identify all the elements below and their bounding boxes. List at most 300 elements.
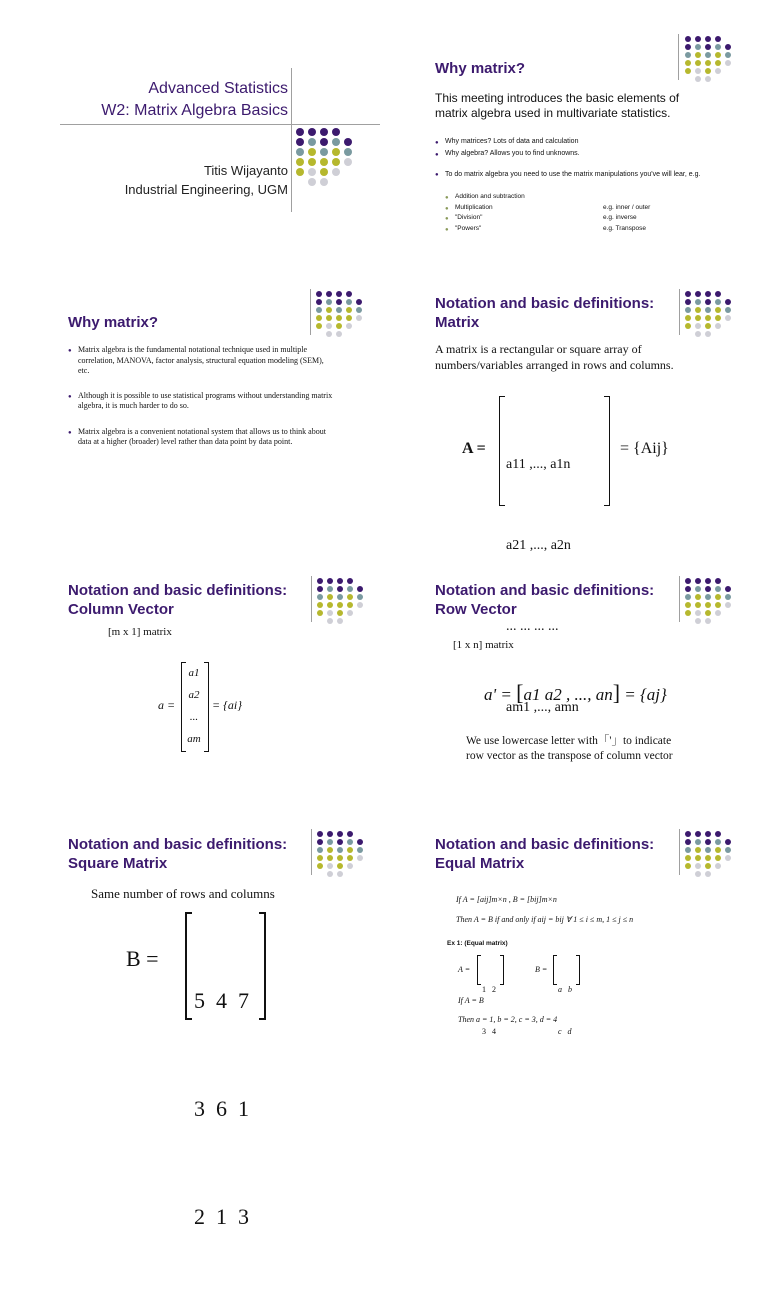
decorative-dot xyxy=(344,168,352,176)
decorative-dot xyxy=(317,578,323,584)
decorative-dot xyxy=(317,847,323,853)
decorative-dot xyxy=(725,52,731,58)
decorative-dot xyxy=(327,594,333,600)
decorative-dot xyxy=(347,618,353,624)
square-matrix-lhs: B = xyxy=(126,946,159,971)
decorative-dot xyxy=(357,847,363,853)
decorative-dot xyxy=(356,315,362,321)
slide-divider xyxy=(310,289,311,335)
decorative-dot xyxy=(715,610,721,616)
decorative-dot xyxy=(346,323,352,329)
decorative-dot xyxy=(336,291,342,297)
slide4-title xyxy=(435,294,654,332)
decorative-dot xyxy=(715,847,721,853)
decorative-dot xyxy=(685,602,691,608)
decorative-dot xyxy=(725,578,731,584)
decorative-dot xyxy=(344,138,352,146)
decorative-dot xyxy=(320,158,328,166)
decorative-dot xyxy=(336,331,342,337)
decorative-dot xyxy=(337,618,343,624)
decorative-dot xyxy=(327,847,333,853)
matrix-row: 2 1 3 xyxy=(194,1204,249,1229)
bullet: ● Matrix algebra is the fundamental notational technique used in multiple correlation, MANOVA, factor analysis, structural equation modeling (SEM), etc. xyxy=(68,345,336,377)
decorative-dot xyxy=(685,76,691,82)
decorative-dot xyxy=(327,871,333,877)
decorative-dot xyxy=(308,148,316,156)
op-name: Multiplication xyxy=(455,203,493,211)
matrix-row: a21 ,..., a2n xyxy=(506,538,571,553)
decorative-dot xyxy=(705,602,711,608)
matrix-rhs: = {Aij} xyxy=(620,440,669,457)
equal-def-line2: Then A = B if and only if aij = bij ∀ 1 ≤ i ≤ m, 1 ≤ j ≤ n xyxy=(456,915,634,924)
slide-why-matrix-2 xyxy=(30,275,390,515)
example-B-label: B = xyxy=(535,965,548,974)
vector-entries xyxy=(184,662,204,750)
decorative-dot xyxy=(326,323,332,329)
matrix-lhs: A = xyxy=(462,440,486,457)
decorative-dot xyxy=(695,307,701,313)
decorative-dot xyxy=(705,594,711,600)
slide5-desc: [m x 1] matrix xyxy=(108,626,172,638)
decorative-dot xyxy=(317,839,323,845)
decorative-dot xyxy=(725,855,731,861)
bullet: ● To do matrix algebra you need to use the matrix manipulations you've will lear, e.g. xyxy=(435,170,715,179)
decorative-dot xyxy=(327,586,333,592)
decorative-dot xyxy=(357,618,363,624)
decorative-dot xyxy=(316,307,322,313)
decorative-dot xyxy=(715,315,721,321)
decorative-dot xyxy=(357,855,363,861)
decorative-dot xyxy=(356,291,362,297)
decorative-dot xyxy=(705,586,711,592)
decorative-dot xyxy=(685,307,691,313)
slide1-title xyxy=(101,78,288,122)
decorative-dot xyxy=(327,839,333,845)
decorative-dot xyxy=(705,618,711,624)
decorative-dot xyxy=(705,855,711,861)
decorative-dot xyxy=(705,578,711,584)
decorative-dot xyxy=(715,831,721,837)
decorative-dot xyxy=(326,291,332,297)
decorative-dot xyxy=(317,618,323,624)
decorative-dot xyxy=(725,594,731,600)
decorative-dot xyxy=(317,831,323,837)
decorative-dot xyxy=(695,315,701,321)
op-item xyxy=(445,192,695,203)
square-matrix-rows xyxy=(194,911,249,1307)
decorative-dot xyxy=(347,863,353,869)
decorative-dot xyxy=(695,68,701,74)
decorative-dot xyxy=(695,76,701,82)
decorative-dot xyxy=(725,610,731,616)
title-divider-horizontal xyxy=(60,124,380,125)
decorative-dot xyxy=(317,586,323,592)
decorative-dot xyxy=(705,323,711,329)
decorative-dot xyxy=(357,586,363,592)
op-name: "Powers" xyxy=(455,224,482,232)
decorative-dot xyxy=(296,158,304,166)
decorative-dot xyxy=(725,871,731,877)
decorative-dot xyxy=(685,52,691,58)
decorative-dot xyxy=(695,323,701,329)
decorative-dot xyxy=(332,128,340,136)
decorative-dot xyxy=(320,178,328,186)
decorative-dot xyxy=(337,586,343,592)
decorative-dot xyxy=(317,871,323,877)
slide1-author-block xyxy=(125,161,288,199)
decorative-dot xyxy=(347,578,353,584)
decorative-dot xyxy=(327,610,333,616)
decorative-dot xyxy=(332,158,340,166)
decorative-dot xyxy=(344,178,352,186)
vector-entry: ... xyxy=(189,711,199,723)
decorative-dot xyxy=(725,315,731,321)
square-bracket-left xyxy=(185,912,192,1020)
decorative-dot xyxy=(357,871,363,877)
decorative-dot xyxy=(705,68,711,74)
slide2-title: Why matrix? xyxy=(435,60,526,77)
slide-title xyxy=(20,20,380,260)
slide8-title xyxy=(435,835,654,873)
slide-column-vector xyxy=(30,562,390,802)
decorative-dot xyxy=(347,610,353,616)
decorative-dot xyxy=(296,128,304,136)
matrix-row: ... ... ... ... xyxy=(506,619,559,634)
decorative-dot xyxy=(296,148,304,156)
matrix-row: 5 4 7 xyxy=(194,988,249,1013)
decorative-dot xyxy=(725,847,731,853)
square-bracket-right xyxy=(259,912,266,1020)
decorative-dot xyxy=(725,36,731,42)
decorative-dot xyxy=(695,847,701,853)
decorative-dot xyxy=(320,138,328,146)
decorative-dot xyxy=(317,610,323,616)
slide-row-vector xyxy=(398,562,758,802)
decorative-dot xyxy=(725,291,731,297)
matrix-bracket-left xyxy=(499,396,505,506)
vector-bracket-right xyxy=(204,662,209,752)
decorative-dot xyxy=(725,618,731,624)
decorative-dot xyxy=(308,178,316,186)
decorative-dot xyxy=(308,138,316,146)
decorative-dot xyxy=(337,863,343,869)
decorative-dot xyxy=(705,52,711,58)
row-vector-formula xyxy=(484,680,667,706)
title-line1: Notation and basic definitions: xyxy=(68,582,288,599)
decorative-dot xyxy=(337,847,343,853)
decorative-dot xyxy=(715,68,721,74)
slide-divider xyxy=(679,289,680,335)
op-item xyxy=(445,203,695,214)
decorative-dot xyxy=(715,44,721,50)
decorative-dot xyxy=(296,138,304,146)
decorative-dot xyxy=(685,839,691,845)
decorative-dot-grid xyxy=(685,36,733,82)
decorative-dot xyxy=(715,331,721,337)
bullet: ● Although it is possible to use statistical programs without understanding matrix algebra, it is much harder to do so. xyxy=(68,391,336,412)
decorative-dot xyxy=(715,323,721,329)
title-line2: Square Matrix xyxy=(68,855,168,872)
decorative-dot xyxy=(357,839,363,845)
decorative-dot xyxy=(705,315,711,321)
decorative-dot xyxy=(357,602,363,608)
decorative-dot xyxy=(337,610,343,616)
title-line1: Advanced Statistics xyxy=(148,80,288,97)
decorative-dot xyxy=(337,839,343,845)
vector-rhs: = {ai} xyxy=(212,698,243,712)
decorative-dot xyxy=(685,323,691,329)
author: Titis Wijayanto xyxy=(203,163,288,178)
matrix-row: a11 ,..., a1n xyxy=(506,457,571,472)
slide2-lead xyxy=(435,170,715,179)
bullet: ● Why matrices? Lots of data and calculation xyxy=(435,136,725,148)
decorative-dot xyxy=(705,44,711,50)
example-A-bracket-left xyxy=(477,955,481,985)
decorative-dot xyxy=(357,610,363,616)
example-label: Ex 1: (Equal matrix) xyxy=(447,940,508,947)
decorative-dot xyxy=(356,299,362,305)
decorative-dot xyxy=(332,178,340,186)
decorative-dot xyxy=(336,323,342,329)
decorative-dot xyxy=(715,871,721,877)
decorative-dot xyxy=(695,594,701,600)
formula-lhs: a' = xyxy=(484,685,512,704)
decorative-dot xyxy=(316,323,322,329)
decorative-dot xyxy=(316,291,322,297)
title-divider-vertical xyxy=(291,68,292,212)
decorative-dot xyxy=(326,307,332,313)
decorative-dot xyxy=(725,839,731,845)
decorative-dot xyxy=(725,602,731,608)
decorative-dot xyxy=(725,76,731,82)
title-line1: Notation and basic definitions: xyxy=(435,836,655,853)
decorative-dot xyxy=(715,52,721,58)
decorative-dot xyxy=(337,871,343,877)
decorative-dot xyxy=(346,331,352,337)
decorative-dot xyxy=(725,323,731,329)
decorative-dot xyxy=(695,602,701,608)
decorative-dot xyxy=(695,299,701,305)
decorative-dot xyxy=(347,847,353,853)
decorative-dot xyxy=(705,610,711,616)
decorative-dot xyxy=(725,307,731,313)
decorative-dot-grid xyxy=(316,291,364,337)
decorative-dot xyxy=(685,68,691,74)
op-eg: e.g. inner / outer xyxy=(603,203,651,211)
matrix-row: c d xyxy=(558,1027,572,1036)
decorative-dot xyxy=(705,36,711,42)
decorative-dot xyxy=(695,855,701,861)
vector-lhs: a = xyxy=(158,698,176,712)
example-A-bracket-right xyxy=(500,955,504,985)
decorative-dot xyxy=(332,168,340,176)
decorative-dot xyxy=(695,618,701,624)
bullet: ● Why algebra? Allows you to find unknowns. xyxy=(435,148,725,160)
decorative-dot xyxy=(344,158,352,166)
decorative-dot xyxy=(685,586,691,592)
matrix-row: 3 4 xyxy=(482,1027,496,1036)
decorative-dot xyxy=(695,331,701,337)
matrix-row: am1 ,..., amn xyxy=(506,700,579,715)
decorative-dot xyxy=(685,299,691,305)
decorative-dot xyxy=(317,602,323,608)
decorative-dot xyxy=(347,855,353,861)
decorative-dot xyxy=(695,610,701,616)
decorative-dot xyxy=(705,331,711,337)
op-item xyxy=(445,224,695,235)
decorative-dot xyxy=(685,847,691,853)
title-line2: Matrix xyxy=(435,314,480,331)
decorative-dot xyxy=(327,578,333,584)
decorative-dot xyxy=(357,831,363,837)
decorative-dot xyxy=(685,291,691,297)
decorative-dot xyxy=(327,863,333,869)
op-name: "Division" xyxy=(455,214,483,221)
example-B-bracket-right xyxy=(576,955,580,985)
decorative-dot xyxy=(346,315,352,321)
decorative-dot xyxy=(685,331,691,337)
decorative-dot xyxy=(725,586,731,592)
example-then: Then a = 1, b = 2, c = 3, d = 4 xyxy=(458,1015,558,1024)
slide3-title: Why matrix? xyxy=(68,314,159,331)
decorative-dot xyxy=(346,291,352,297)
decorative-dot xyxy=(685,610,691,616)
slide2-intro: This meeting introduces the basic elements of matrix algebra used in multivariate statistics. xyxy=(435,91,680,120)
decorative-dot xyxy=(715,855,721,861)
decorative-dot xyxy=(685,855,691,861)
op-name: Addition and subtraction xyxy=(455,193,525,200)
op-eg: e.g. Transpose xyxy=(603,224,646,232)
slide-divider xyxy=(679,829,680,875)
slide-equal-matrix xyxy=(398,815,758,1036)
formula-rhs: = {aj} xyxy=(624,685,667,704)
decorative-dot xyxy=(296,178,304,186)
decorative-dot xyxy=(326,299,332,305)
decorative-dot xyxy=(725,863,731,869)
decorative-dot xyxy=(715,578,721,584)
decorative-dot xyxy=(317,863,323,869)
decorative-dot xyxy=(326,315,332,321)
example-if: If A = B xyxy=(458,996,484,1005)
decorative-dot xyxy=(308,168,316,176)
decorative-dot xyxy=(316,315,322,321)
decorative-dot xyxy=(336,307,342,313)
decorative-dot xyxy=(715,307,721,313)
decorative-dot xyxy=(327,831,333,837)
slide-divider xyxy=(311,829,312,875)
decorative-dot-grid xyxy=(685,578,733,624)
decorative-dot xyxy=(685,871,691,877)
formula-bracket-open: [ xyxy=(516,680,524,705)
decorative-dot xyxy=(320,128,328,136)
decorative-dot xyxy=(695,871,701,877)
decorative-dot xyxy=(705,291,711,297)
decorative-dot xyxy=(705,307,711,313)
decorative-dot xyxy=(356,307,362,313)
decorative-dot xyxy=(685,60,691,66)
decorative-dot xyxy=(725,299,731,305)
decorative-dot xyxy=(346,307,352,313)
decorative-dot xyxy=(715,60,721,66)
decorative-dot-grid xyxy=(317,831,365,877)
decorative-dot-grid xyxy=(317,578,365,624)
decorative-dot xyxy=(346,299,352,305)
decorative-dot xyxy=(685,863,691,869)
decorative-dot xyxy=(695,831,701,837)
decorative-dot xyxy=(326,331,332,337)
title-line1: Notation and basic definitions: xyxy=(68,836,288,853)
slide2-bullets xyxy=(435,136,725,160)
decorative-dot xyxy=(327,855,333,861)
decorative-dot xyxy=(356,323,362,329)
decorative-dot xyxy=(317,855,323,861)
slide3-bullets xyxy=(68,345,336,448)
slide-divider xyxy=(679,576,680,622)
decorative-dot xyxy=(715,618,721,624)
matrix-row: 3 6 1 xyxy=(194,1096,249,1121)
decorative-dot xyxy=(316,299,322,305)
decorative-dot xyxy=(705,299,711,305)
decorative-dot xyxy=(695,52,701,58)
decorative-dot xyxy=(695,36,701,42)
slide2-ops xyxy=(445,192,695,234)
decorative-dot xyxy=(695,863,701,869)
example-A-label: A = xyxy=(458,965,471,974)
decorative-dot xyxy=(357,578,363,584)
decorative-dot xyxy=(336,299,342,305)
decorative-dot xyxy=(336,315,342,321)
decorative-dot xyxy=(332,138,340,146)
decorative-dot xyxy=(344,128,352,136)
decorative-dot xyxy=(715,76,721,82)
title-line2: Column Vector xyxy=(68,601,174,618)
decorative-dot xyxy=(705,847,711,853)
decorative-dot xyxy=(725,44,731,50)
decorative-dot xyxy=(715,602,721,608)
decorative-dot xyxy=(347,586,353,592)
decorative-dot xyxy=(705,831,711,837)
decorative-dot-grid xyxy=(685,291,733,337)
decorative-dot-grid xyxy=(685,831,733,877)
decorative-dot xyxy=(695,44,701,50)
example-A-rows xyxy=(482,955,496,1067)
matrix-bracket-right xyxy=(604,396,610,506)
decorative-dot xyxy=(320,168,328,176)
decorative-dot xyxy=(316,331,322,337)
decorative-dot xyxy=(705,839,711,845)
decorative-dot xyxy=(685,831,691,837)
decorative-dot xyxy=(344,148,352,156)
decorative-dot xyxy=(705,871,711,877)
decorative-dot xyxy=(337,602,343,608)
slide5-title xyxy=(68,581,287,619)
decorative-dot xyxy=(715,839,721,845)
decorative-dot xyxy=(705,60,711,66)
decorative-dot xyxy=(337,594,343,600)
decorative-dot xyxy=(357,594,363,600)
decorative-dot xyxy=(725,331,731,337)
title-line2: W2: Matrix Algebra Basics xyxy=(101,102,288,119)
decorative-dot xyxy=(347,594,353,600)
example-B-rows xyxy=(558,955,572,1067)
decorative-dot xyxy=(715,291,721,297)
decorative-dot xyxy=(695,586,701,592)
bullet: ● Matrix algebra is a convenient notational system that allows us to think about data at a higher (broader) level rather than data point by data point. xyxy=(68,427,336,448)
title-line1: Notation and basic definitions: xyxy=(435,295,655,312)
decorative-dot xyxy=(725,68,731,74)
affiliation: Industrial Engineering, UGM xyxy=(124,182,288,197)
vector-entry: a1 xyxy=(188,667,200,679)
